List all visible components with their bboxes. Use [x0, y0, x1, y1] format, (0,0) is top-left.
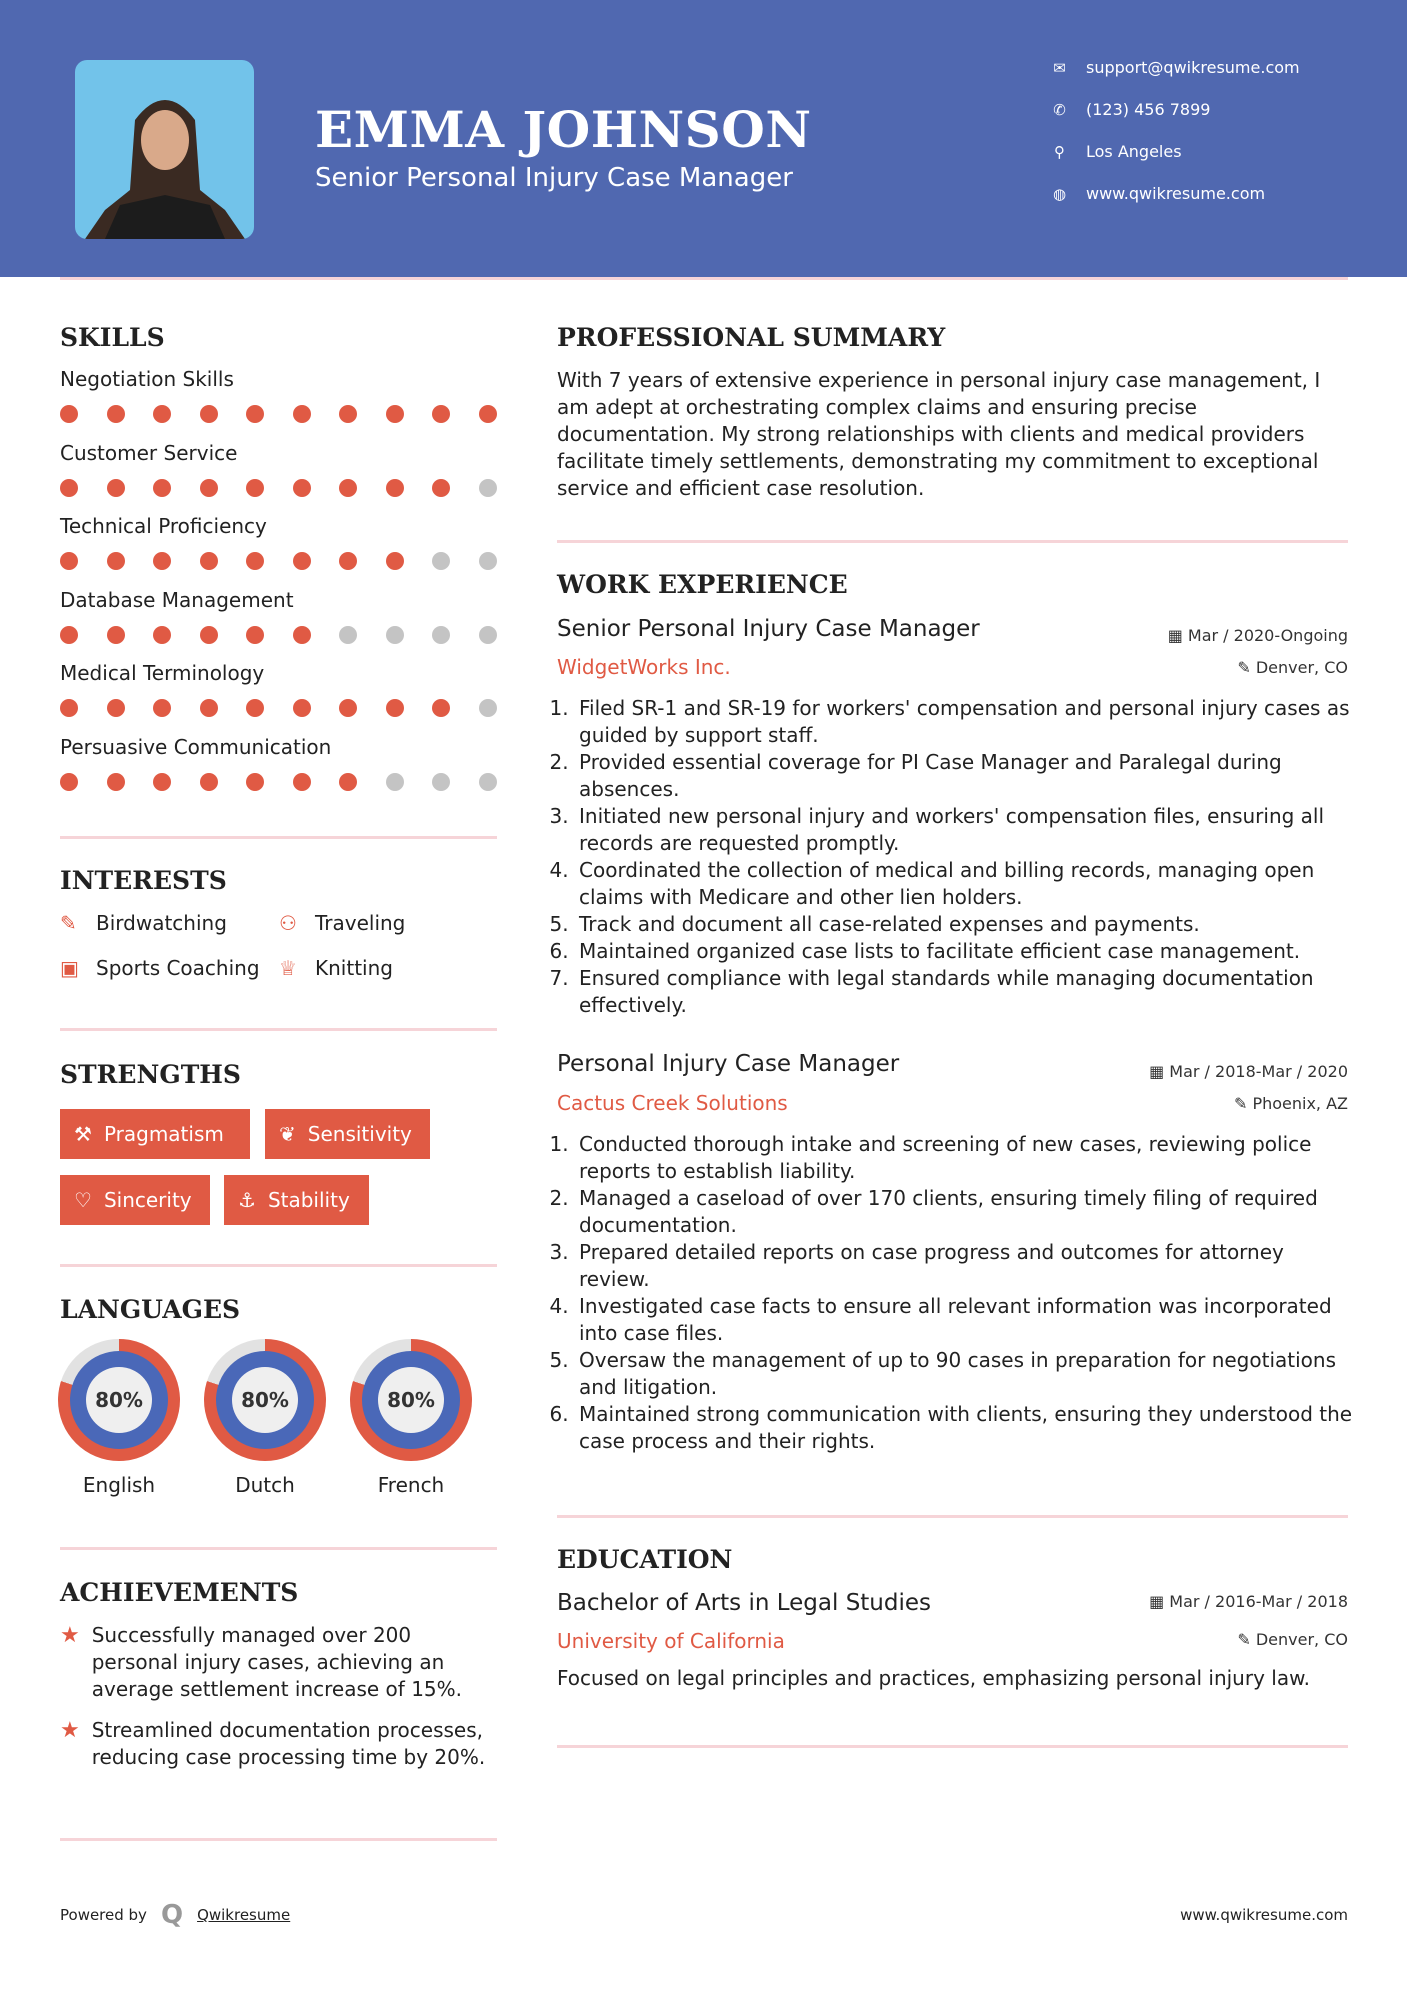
- rating-dot-empty: [479, 552, 497, 570]
- rating-dot-filled: [153, 405, 171, 423]
- briefcase-icon: ▣: [60, 956, 79, 980]
- rating-dot-filled: [153, 773, 171, 791]
- globe-icon: ◍: [1052, 184, 1067, 203]
- divider: [60, 1547, 497, 1550]
- contact-location: ⚲ Los Angeles: [1051, 142, 1182, 161]
- trophy-icon: ♕: [279, 956, 297, 980]
- heart-icon: ♡: [74, 1188, 92, 1212]
- job-bullet: 2. Provided essential coverage for PI Case Manager and Paralegal during absences.: [575, 749, 1357, 803]
- rating-dot-filled: [200, 552, 218, 570]
- calendar-icon: ▦: [1149, 1062, 1170, 1081]
- rating-dot-filled: [386, 405, 404, 423]
- rating-dot-filled: [246, 773, 264, 791]
- job-location: ✎ Denver, CO: [1237, 658, 1348, 677]
- interests-heading: INTERESTS: [60, 866, 227, 895]
- rating-dot-filled: [293, 405, 311, 423]
- job-bullet: 1. Conducted thorough intake and screening of new cases, reviewing police reports to establish liability.: [575, 1131, 1357, 1185]
- languages-heading: LANGUAGES: [60, 1295, 241, 1324]
- rating-dot-empty: [479, 699, 497, 717]
- rating-dot-filled: [293, 626, 311, 644]
- language-name: Dutch: [235, 1473, 295, 1497]
- rating-dot-filled: [293, 552, 311, 570]
- contact-email[interactable]: ✉ support@qwikresume.com: [1051, 58, 1300, 77]
- rating-dot-filled: [107, 626, 125, 644]
- profile-photo: [75, 60, 254, 239]
- achievements-heading: ACHIEVEMENTS: [60, 1578, 299, 1607]
- skill-name: Negotiation Skills: [60, 367, 234, 391]
- strength-badge: ♡ Sincerity: [60, 1175, 210, 1225]
- rating-dot-empty: [479, 479, 497, 497]
- company-name: WidgetWorks Inc.: [557, 655, 731, 679]
- language-proficiency-ring: [58, 1339, 180, 1461]
- language-name: French: [377, 1473, 445, 1497]
- summary-heading: PROFESSIONAL SUMMARY: [557, 323, 946, 352]
- rating-dot-filled: [60, 405, 78, 423]
- strength-badge: ⚓ Stability: [224, 1175, 369, 1225]
- rating-dot-filled: [200, 479, 218, 497]
- rating-dot-empty: [432, 773, 450, 791]
- rating-dot-empty: [479, 626, 497, 644]
- skill-rating: [60, 552, 500, 572]
- rating-dot-filled: [432, 479, 450, 497]
- education-heading: EDUCATION: [557, 1545, 733, 1574]
- leaf-icon: ❦: [279, 1122, 296, 1146]
- job-bullet: 3. Prepared detailed reports on case progress and outcomes for attorney review.: [575, 1239, 1357, 1293]
- rating-dot-filled: [386, 552, 404, 570]
- divider: [557, 1745, 1348, 1748]
- strength-badge: ❦ Sensitivity: [265, 1109, 430, 1159]
- rating-dot-filled: [339, 773, 357, 791]
- skill-rating: [60, 626, 500, 646]
- rating-dot-filled: [386, 699, 404, 717]
- rating-dot-filled: [200, 626, 218, 644]
- language-percent: 80%: [86, 1367, 152, 1433]
- skill-rating: [60, 405, 500, 425]
- rating-dot-filled: [153, 552, 171, 570]
- job-bullet: 6. Maintained organized case lists to facilitate efficient case management.: [575, 938, 1357, 965]
- job-dates: ▦ Mar / 2020-Ongoing: [1167, 626, 1348, 645]
- strength-badge: ⚒ Pragmatism: [60, 1109, 250, 1159]
- school-name: University of California: [557, 1629, 785, 1653]
- language-proficiency-ring: [204, 1339, 326, 1461]
- pin-icon: ✎: [1233, 1094, 1253, 1113]
- divider: [60, 277, 1348, 280]
- footer-url[interactable]: www.qwikresume.com: [1180, 1906, 1348, 1924]
- rating-dot-filled: [246, 699, 264, 717]
- rating-dot-empty: [339, 626, 357, 644]
- job-bullet: 2. Managed a caseload of over 170 clients, ensuring timely filing of required documentation.: [575, 1185, 1357, 1239]
- rating-dot-filled: [246, 479, 264, 497]
- rating-dot-filled: [153, 479, 171, 497]
- rating-dot-filled: [339, 405, 357, 423]
- divider: [557, 1515, 1348, 1518]
- interest-item: ♕ Knitting: [279, 956, 393, 980]
- rating-dot-empty: [432, 552, 450, 570]
- rating-dot-empty: [386, 626, 404, 644]
- star-icon: ★: [60, 1623, 80, 1648]
- job-title: Senior Personal Injury Case Manager: [315, 163, 793, 193]
- rating-dot-filled: [246, 552, 264, 570]
- rating-dot-filled: [246, 626, 264, 644]
- qwikresume-logo-icon: Q: [160, 1900, 184, 1930]
- summary-text: With 7 years of extensive experience in personal injury case management, I am adept at orchestrating complex claims and ensuring precise documentation. My strong relationships with clients and medical providers facilitate timely settlements, demonstrating my commitment to exceptional service and efficient case resolution.: [557, 368, 1321, 500]
- binoculars-icon: ⚇: [279, 911, 297, 935]
- education-description: Focused on legal principles and practices, emphasizing personal injury law.: [557, 1666, 1310, 1690]
- job-bullet: 1. Filed SR-1 and SR-19 for workers' compensation and personal injury cases as guided by support staff.: [575, 695, 1357, 749]
- pin-icon: ✎: [1237, 1630, 1256, 1649]
- divider: [60, 836, 497, 839]
- rating-dot-filled: [153, 626, 171, 644]
- pin-icon: ✎: [1237, 658, 1256, 677]
- envelope-icon: ✉: [1053, 58, 1066, 77]
- rating-dot-empty: [386, 773, 404, 791]
- job-bullets: [557, 1131, 1357, 1455]
- star-icon: ★: [60, 1718, 80, 1743]
- job-bullet: 5. Track and document all case-related expenses and payments.: [575, 911, 1357, 938]
- header: [0, 0, 1407, 277]
- rating-dot-filled: [339, 479, 357, 497]
- map-pin-icon: ⚲: [1054, 142, 1065, 161]
- skill-name: Medical Terminology: [60, 661, 265, 686]
- calendar-icon: ▦: [1167, 626, 1188, 645]
- rating-dot-filled: [246, 405, 264, 423]
- job-bullet: 3. Initiated new personal injury and workers' compensation files, ensuring all records are requested promptly.: [575, 803, 1357, 857]
- skill-name: Technical Proficiency: [60, 514, 267, 539]
- rating-dot-filled: [200, 773, 218, 791]
- rating-dot-filled: [432, 699, 450, 717]
- rating-dot-filled: [60, 479, 78, 497]
- calendar-icon: ▦: [1149, 1592, 1170, 1611]
- rating-dot-filled: [107, 552, 125, 570]
- rating-dot-filled: [107, 699, 125, 717]
- contact-phone[interactable]: ✆ (123) 456 7899: [1051, 100, 1210, 119]
- skills-heading: SKILLS: [60, 323, 165, 352]
- rating-dot-filled: [200, 405, 218, 423]
- rating-dot-filled: [107, 405, 125, 423]
- anchor-icon: ⚓: [238, 1188, 256, 1212]
- candidate-name: EMMA JOHNSON: [315, 100, 812, 159]
- rating-dot-filled: [386, 479, 404, 497]
- divider: [60, 1028, 497, 1031]
- job-bullet: 5. Oversaw the management of up to 90 cases in preparation for negotiations and litigation.: [575, 1347, 1357, 1401]
- company-name: Cactus Creek Solutions: [557, 1091, 788, 1115]
- skill-rating: [60, 773, 500, 793]
- phone-icon: ✆: [1053, 100, 1066, 119]
- interest-item: ▣ Sports Coaching: [60, 956, 260, 980]
- job-bullets: [557, 695, 1357, 1019]
- rating-dot-filled: [153, 699, 171, 717]
- rating-dot-filled: [107, 479, 125, 497]
- rating-dot-filled: [60, 626, 78, 644]
- skill-rating: [60, 699, 500, 719]
- job-bullet: 7. Ensured compliance with legal standards while managing documentation effectively.: [575, 965, 1357, 1019]
- divider: [60, 1838, 497, 1841]
- interest-item: ⚇ Traveling: [279, 911, 406, 935]
- job-bullet: 4. Coordinated the collection of medical and billing records, managing open claims with Medicare and other lien holders.: [575, 857, 1357, 911]
- degree: Bachelor of Arts in Legal Studies: [557, 1590, 932, 1616]
- rating-dot-filled: [293, 773, 311, 791]
- rating-dot-filled: [60, 699, 78, 717]
- divider: [60, 1264, 497, 1267]
- job-dates: ▦ Mar / 2018-Mar / 2020: [1149, 1062, 1348, 1081]
- rating-dot-filled: [293, 479, 311, 497]
- job-location: ✎ Phoenix, AZ: [1233, 1094, 1348, 1113]
- pencil-icon: ✎: [60, 911, 77, 935]
- contact-website[interactable]: ◍ www.qwikresume.com: [1052, 184, 1266, 203]
- rating-dot-filled: [339, 699, 357, 717]
- interest-item: ✎ Birdwatching: [60, 911, 227, 935]
- rating-dot-filled: [107, 773, 125, 791]
- strengths-heading: STRENGTHS: [60, 1060, 241, 1089]
- experience-heading: WORK EXPERIENCE: [557, 570, 848, 599]
- skill-name: Database Management: [60, 587, 294, 612]
- qwikresume-link[interactable]: Qwikresume: [197, 1906, 291, 1924]
- language-percent: 80%: [378, 1367, 444, 1433]
- footer-powered-by: Powered by Q Qwikresume: [60, 1900, 291, 1930]
- gavel-icon: ⚒: [74, 1122, 92, 1146]
- job-title: Personal Injury Case Manager: [557, 1051, 900, 1077]
- education-location: ✎ Denver, CO: [1237, 1630, 1348, 1649]
- skill-name: Persuasive Communication: [60, 735, 332, 759]
- rating-dot-filled: [60, 773, 78, 791]
- job-title: Senior Personal Injury Case Manager: [557, 616, 980, 642]
- language-name: English: [82, 1473, 156, 1497]
- rating-dot-filled: [339, 552, 357, 570]
- rating-dot-empty: [479, 773, 497, 791]
- skill-rating: [60, 479, 500, 499]
- language-proficiency-ring: [350, 1339, 472, 1461]
- divider: [557, 540, 1348, 543]
- education-dates: ▦ Mar / 2016-Mar / 2018: [1149, 1592, 1348, 1611]
- rating-dot-filled: [293, 699, 311, 717]
- job-bullet: 4. Investigated case facts to ensure all relevant information was incorporated into case files.: [575, 1293, 1357, 1347]
- job-bullet: 6. Maintained strong communication with clients, ensuring they understood the case process and their rights.: [575, 1401, 1357, 1455]
- rating-dot-empty: [432, 626, 450, 644]
- rating-dot-filled: [60, 552, 78, 570]
- achievement-item: ★ Successfully managed over 200 personal injury cases, achieving an average settlement increase of 15%.: [60, 1623, 462, 1701]
- language-percent: 80%: [232, 1367, 298, 1433]
- rating-dot-filled: [432, 405, 450, 423]
- rating-dot-filled: [200, 699, 218, 717]
- achievement-item: ★ Streamlined documentation processes, reducing case processing time by 20%.: [60, 1718, 486, 1769]
- rating-dot-filled: [479, 405, 497, 423]
- skill-name: Customer Service: [60, 440, 238, 465]
